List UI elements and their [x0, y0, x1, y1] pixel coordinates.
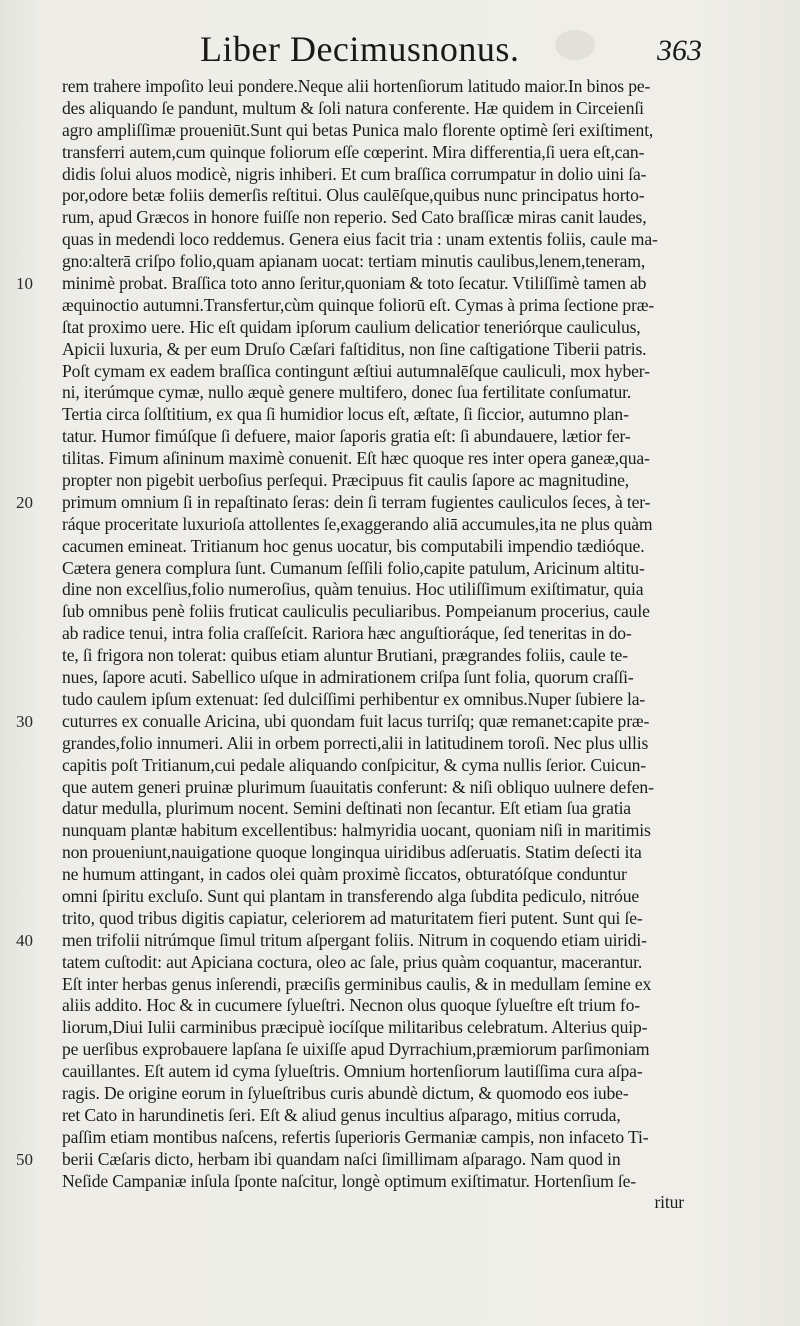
text-line: tatem cuſtodit: aut Apiciana coctura, oleo ac ſale, prius quàm coquantur, macerantur.: [62, 951, 643, 972]
text-line: cuturres ex conualle Aricina, ubi quondam fuit lacus turriſq; quæ remanet:capite præ-: [62, 710, 650, 731]
text-line: ſub omnibus penè foliis fruticat cauliculis peculiaribus. Pompeianum procerius, caule: [62, 601, 650, 622]
text-line: te, ſi frigora non tolerat: quibus etiam aluntur Brutiani, prægrandes foliis, caule te-: [62, 645, 628, 666]
margin-line-number: 20: [16, 493, 33, 513]
text-line: ret Cato in harundinetis ſeri. Eſt & aliud genus incultius aſparago, mitius corruda,: [62, 1104, 621, 1125]
text-line: quas in medendi loco reddemus. Genera eius facit tria : unam extentis foliis, caule ma-: [62, 229, 658, 250]
text-line: rem trahere impoſito leui pondere.Neque alii hortenſiorum latitudo maior.In binos pe-: [62, 76, 651, 96]
text-line: ne humum attingant, in cados olei quàm proximè ſiccatos, obturatóſque conduntur: [62, 864, 627, 885]
text-line: Eſt inter herbas genus inſerendi, præciſis germinibus caulis, & in medullam ſemine ex: [62, 973, 652, 994]
text-line: Apicii luxuria, & per eum Druſo Cæſari faſtiditus, non ſine caſtigatione Tiberii patris.: [62, 338, 647, 359]
text-line: cauillantes. Eſt autem id cyma ſylueſtris. Omnium hortenſiorum lautiſſima cura aſpa-: [62, 1061, 643, 1082]
running-title: Liber Decimusnonus.: [200, 29, 520, 69]
text-line: por,odore betæ foliis demerſis reſtitui. Olus caulēſque,quibus nunc principatus horto-: [62, 185, 645, 206]
text-line: pe uerſibus exprobauere lapſana ſe uixiſſe apud Dyrrachium,præmiorum parſimoniam: [62, 1039, 650, 1060]
text-line: transferri autem,cum quinque foliorum eſſe cœperint. Mira differentia,ſi uera eſt,can-: [62, 141, 645, 162]
text-line: cacumen emineat. Tritianum hoc genus uocatur, bis computabili impendio tædióque.: [62, 535, 645, 556]
text-line: datur medulla, plurimum nocent. Semini deſtinati non ſecantur. Eſt etiam ſua gratia: [62, 798, 631, 819]
page-header: [0, 28, 800, 76]
text-line: gno:alterā criſpo folio,quam apianam uocat: tertiam minutis caulibus,lenem,teneram,: [62, 251, 646, 272]
margin-line-number: 50: [16, 1150, 33, 1170]
text-line: Neſide Campaniæ inſula ſponte naſcitur, longè optimum exiſtimatur. Hortenſium ſe-: [62, 1170, 636, 1191]
text-line: primum omnium ſi in repaſtinato ſeras: dein ſi terram fugientes cauliculos ſeces, à ter-: [62, 491, 651, 512]
text-line: aliis addito. Hoc & in cucumere ſylueſtri. Necnon olus quoque ſylueſtre eſt trium fo-: [62, 995, 640, 1016]
text-line: dine non excelſius,folio numeroſius, quàm tenuius. Hoc utiliſſimum exiſtimatur, quia: [62, 579, 644, 600]
text-line: ni, iterúmque cymæ, nullo æquè genere multifero, donec ſua fertilitate conſumatur.: [62, 382, 632, 403]
text-line: agro ampliſſimæ proueniūt.Sunt qui betas Punica malo florente optimè ſeri exiſtiment,: [62, 119, 654, 140]
body-text: [62, 76, 690, 1214]
text-line: ſtat proximo uere. Hic eſt quidam ipſorum caulium delicatior teneriórque cauliculus,: [62, 316, 641, 337]
margin-line-number: 30: [16, 712, 33, 732]
text-line: minimè probat. Braſſica toto anno ſeritur,quoniam & toto ſecatur. Vtiliſſimè tamen ab: [62, 273, 647, 294]
text-line: ráque proceritate luxurioſa attollentes ſe,exaggerando aliā accumules,ita ne plus quàm: [62, 513, 653, 534]
text-line: rum, apud Græcos in honore fuiſſe non reperio. Sed Cato braſſicæ miras canit laudes,: [62, 207, 647, 228]
catchword: ritur: [654, 1192, 684, 1213]
text-line: que autem generi pruinæ plurimum ſuauitatis conferunt: & niſi obliquo uulnere defen-: [62, 776, 654, 797]
text-line: Poſt cymam ex eadem braſſica contingunt æſtiui autumnalēſque cauliculi, mox hyber-: [62, 360, 650, 381]
text-line: nues, ſapore acuti. Sabellico uſque in admirationem criſpa ſunt folia, quorum craſſi-: [62, 667, 634, 688]
text-line: omni ſpiritu excluſo. Sunt qui plantam in transferendo alga ſubdita pediculo, nitróue: [62, 885, 640, 906]
text-line: capitis poſt Tritianum,cui pedale aliquando conſpicitur, & cyma nullis ſerior. Cuicun-: [62, 754, 646, 775]
text-line: non proueniunt,nauigatione quoque longinqua uiridibus adſeruatis. Statim deſecti ita: [62, 842, 642, 863]
margin-line-number: 40: [16, 931, 33, 951]
folio-number: 363: [657, 34, 702, 67]
text-line: ragis. De origine eorum in ſylueſtribus curis abundè dictum, & quomodo eos iube-: [62, 1082, 629, 1103]
margin-line-number: 10: [16, 274, 33, 294]
text-line: trito, quod tribus digitis capiatur, celeriorem ad maturitatem fieri putent. Sunt qui ſe-: [62, 907, 643, 928]
text-line: tilitas. Fimum aſininum maximè conuenit. Eſt hæc quoque res inter opera ganeæ,qua-: [62, 448, 650, 469]
text-line: æquinoctio autumni.Transfertur,cùm quinque foliorū eſt. Cymas à prima ſectione præ-: [62, 294, 655, 315]
text-line: propter non pigebit uerboſius perſequi. Præcipuus fit caulis ſapore ac magnitudine,: [62, 470, 630, 491]
text-line: berii Cæſaris dicto, herbam ibi quandam naſci ſimillimam aſparago. Nam quod in: [62, 1148, 621, 1169]
text-line: grandes,folio innumeri. Alii in orbem porrecti,alii in latitudinem toroſi. Nec plus ullis: [62, 732, 649, 753]
text-line: des aliquando ſe pandunt, multum & ſoli natura conferente. Hæ quidem in Circeienſi: [62, 97, 644, 118]
text-line: men trifolii nitrúmque ſimul tritum aſpergant foliis. Nitrum in coquendo etiam uiridi-: [62, 929, 647, 950]
text-line: nunquam plantæ habitum excellentibus: halmyridia uocant, quoniam niſi in maritimis: [62, 820, 651, 841]
text-line: paſſim etiam montibus naſcens, refertis ſuperioris Germaniæ campis, non infaceto Ti-: [62, 1126, 649, 1147]
text-line: tatur. Humor fimúſque ſi defuere, maior ſaporis gratia eſt: ſi abundauere, lætior fer-: [62, 426, 631, 447]
text-line: ab radice tenui, intra folia craſſeſcit. Rariora hæc anguſtioráque, ſed teneritas in do-: [62, 623, 632, 644]
text-line: Cætera genera complura ſunt. Cumanum ſeſſili folio,capite patulum, Aricinum altitu-: [62, 557, 645, 578]
text-line: didis ſolui aluos modicè, nigris inhiberi. Et cum braſſica corrumpatur in dolio uini ſa-: [62, 163, 647, 184]
text-line: liorum,Diui Iulii carminibus præcipuè iocíſque militaribus celebratum. Alterius quip-: [62, 1017, 648, 1038]
text-line: tudo caulem ipſum extenuat: ſed dulciſſimi perhibentur ex omnibus.Nuper ſubiere la-: [62, 688, 646, 709]
text-line: Tertia circa ſolſtitium, ex qua ſi humidior locus eſt, æſtate, ſi ſiccior, autumno plan-: [62, 404, 629, 425]
